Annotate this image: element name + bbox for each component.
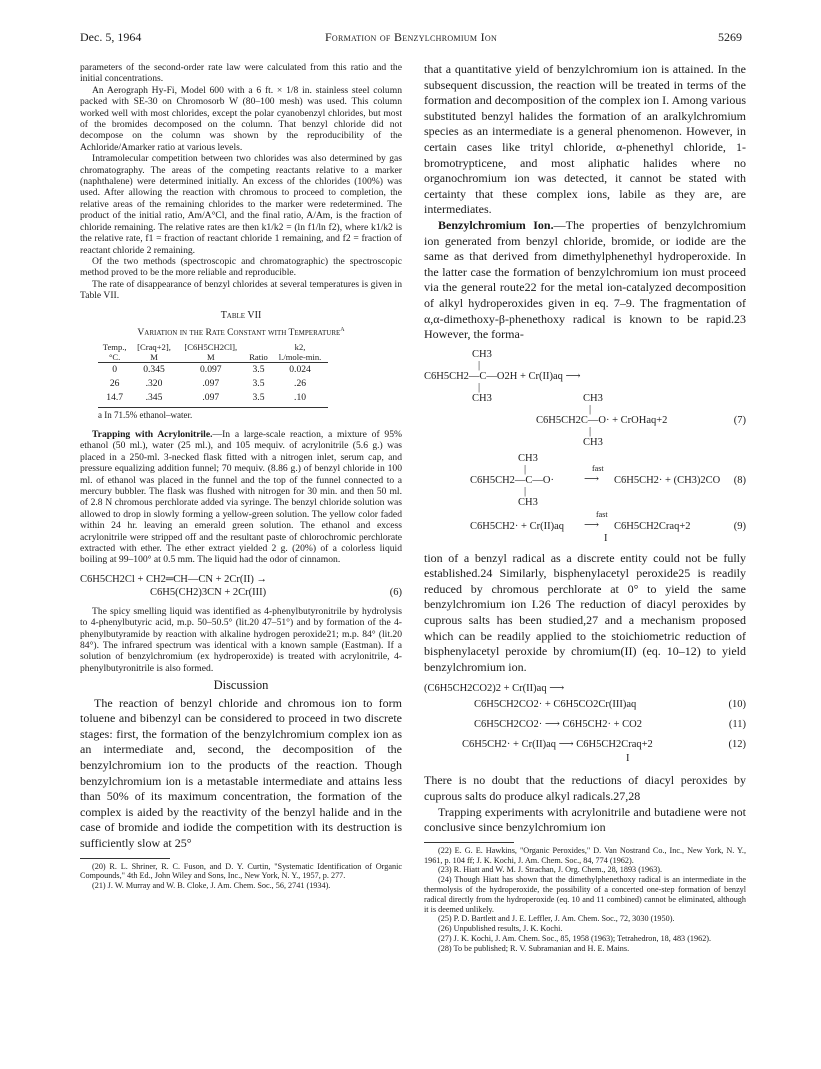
eq7-number: (7) — [733, 414, 746, 426]
table-row — [98, 391, 328, 405]
footnote: (21) J. W. Murray and W. B. Cloke, J. Am. Chem. Soc., 56, 2741 (1934). — [92, 881, 331, 891]
benzylchromium-heading: Benzylchromium Ion. — [438, 217, 554, 232]
table-cell: 0.097 — [200, 363, 222, 375]
table-cell: 3.5 — [252, 391, 265, 403]
footnote: (23) R. Hiatt and W. M. J. Strachan, J. Org. Chem., 28, 1893 (1963). — [438, 865, 663, 875]
paragraph: Intramolecular competition between two chlorides was also determined by gas chromatography. The areas of the competing reactants relative to a marker (naphthalene) were determined initially. An excess of the chlorides (100%) was used. After allowing the reaction with chromous to proceed to completion, the relative areas of the remaining chlorides to the marker were redetermined. The product of the initial ratio, Am/A°Cl, and the final ratio, A/Am, is the fraction of chloride remaining. The relative rates are then k1/k2 = (ln f1/ln f2), where k1/k2 is the relative rate, f1 = fraction of reactant chloride 1 remaining, and f2 = fraction of reactant chloride 2 remaining. — [80, 153, 402, 256]
reaction-scheme-10-12 — [424, 681, 746, 767]
col-header-k2: k2, l./mole-min. — [272, 342, 328, 363]
paragraph: There is no doubt that the reductions of diacyl peroxides by cuprous salts do produce alkyl radicals.27,28 — [424, 773, 746, 804]
reaction-7-left: C6H5CH2—C—O2H + Cr(II)aq ⟶ — [424, 370, 581, 382]
bond-mark: | — [524, 463, 527, 475]
trapping-text: —In a large-scale reaction, a mixture of 95% ethanol (50 ml.), water (25 ml.), and 105 mequiv. of acrylonitrile (5.6 g.) was placed in a 250-ml. 3-necked flask fitted with a nitrogen inlet, serum cap, and pressure equalizing addition funnel; 70 mequiv. (8.86 g.) of benzyl chloride in 100 ml. of ethanol was placed in the funnel and the top of the funnel connected to a mercury bubbler. The flask was flushed with nitrogen for 30 min. and then 50 ml. of 2.8 N chromous perchlorate added via syringe. The benzyl chloride solution was allowed to drop in slowly forming a yellow-green solution. The yellow color faded within 24 hr. leaving an emerald green solution. The ethanol and excess acrylonitrile were stripped off and the resultant paste of chlorochromic perchlorate extracted with ether. The ether extract yielded 2 g. (20%) of a colorless liquid boiling at 99–100° at 0.5 mm. The liquid had the odor of cinnamon. — [80, 428, 403, 566]
bond-mark: | — [478, 359, 481, 371]
bond-mark: | — [589, 425, 592, 437]
trapping-paragraph — [80, 429, 402, 566]
col-header-benzyl: [C6H5CH2Cl], M — [177, 342, 245, 363]
bond-mark: | — [589, 403, 592, 415]
reaction-8-right: C6H5CH2· + (CH3)2CO — [614, 474, 721, 486]
paragraph: The spicy smelling liquid was identified as 4-phenylbutyronitrile by hydrolysis to 4-phenylbutyric acid, m.p. 50–50.5° (lit.20 47–51°) and by formation of the 4-phenylbutyramide by reaction with alkaline hydrogen peroxide21; m.p. 84° (lit.20 84°). The infrared spectrum was identical with a known sample (Eastman). If a solution of benzylchromium (ex hydroperoxide) is treated with acrylonitrile, 4-phenylbutyronitrile is also formed. — [80, 605, 402, 674]
paragraph: The rate of disappearance of benzyl chlorides at several temperatures is given in Table VII. — [80, 278, 402, 302]
table-cell: .097 — [202, 391, 220, 403]
table-cell: .097 — [202, 377, 220, 389]
reaction-9-right: C6H5CH2Craq+2 — [614, 520, 691, 532]
paragraph: Trapping experiments with acrylonitrile and butadiene were not conclusive since benzylchromium ion — [424, 804, 746, 835]
eq10-number: (10) — [728, 699, 746, 711]
complex-label-I: I — [604, 532, 608, 544]
paragraph: parameters of the second-order rate law were calculated from this ratio and the initial concentrations. — [80, 62, 402, 85]
reaction-12: C6H5CH2· + Cr(II)aq ⟶ C6H5CH2Craq+2 — [462, 739, 653, 751]
benzylchromium-paragraph — [424, 218, 746, 343]
table-title-mark: a — [340, 323, 345, 333]
table-cell: 14.7 — [106, 391, 124, 403]
page-header — [80, 30, 742, 48]
table-cell: 26 — [109, 377, 120, 389]
bond-mark: | — [478, 381, 481, 393]
bond-mark: | — [524, 485, 527, 497]
footnote: (22) E. G. E. Hawkins, "Organic Peroxides," D. Van Nostrand Co., Inc., New York, N. Y., 1961, p. 104 ff; J. K. Kochi, J. Am. Chem. Soc., 84, 774 (1962). — [424, 845, 746, 865]
col-header-temp: Temp., °C. — [98, 342, 131, 363]
table-header-row — [98, 342, 328, 363]
reaction-scheme-7-9 — [424, 347, 746, 545]
methyl-label: CH3 — [472, 348, 492, 360]
paragraph: tion of a benzyl radical as a discrete entity could not be fully established.24 Similarly, bisphenylacetyl peroxide25 is readily reduced by chromous perchlorate at 0° to yield the same benzylchromium ion I.26 The reduction of diacyl peroxides by cuprous salts has been studied,27 and a mechanism proposed which can be readily applied to the stoichiometric reduction of bisphenylacetyl peroxide by chromium(II) (eq. 10–12) to yield benzylchromium ion. — [424, 550, 746, 674]
table-cell: 3.5 — [252, 363, 265, 375]
header-title: Formation of Benzylchromium Ion — [324, 30, 498, 44]
right-column — [424, 62, 746, 954]
table-cell: 0.024 — [289, 363, 311, 375]
table-title: Variation in the Rate Constant with Temperature$^a$ — [137, 323, 345, 339]
footnote: (27) J. K. Kochi, J. Am. Chem. Soc., 85, 1958 (1963); Tetrahedron, 18, 483 (1962). — [438, 933, 712, 943]
reaction-8-left: C6H5CH2—C—O· — [470, 474, 555, 486]
reaction-9-left: C6H5CH2· + Cr(II)aq — [470, 520, 564, 532]
eq6-line1: C6H5CH2Cl + CH2═CH—CN + 2Cr(II) → — [80, 573, 267, 585]
rate-table — [98, 342, 328, 405]
header-page-number: 5269 — [718, 30, 742, 44]
table-cell: 0 — [112, 363, 118, 375]
equation-6 — [80, 572, 402, 600]
trapping-heading: Trapping with Acrylonitrile. — [92, 428, 213, 440]
fast-label: fast — [592, 463, 604, 473]
eq12-number: (12) — [728, 739, 746, 751]
footnote: (24) Though Hiatt has shown that the dimethylphenethoxy radical is an intermediate in the thermolysis of the hydroperoxide, the possibility of a concerted one-step formation of benzyl radical directly from the hydroperoxide (eq. 10 and 11 combined) cannot be eliminated, although it is deemed unlikely. — [424, 875, 746, 914]
fast-label: fast — [596, 509, 608, 519]
col-header-ratio: Ratio — [245, 342, 272, 363]
arrow: ⟶ — [584, 473, 600, 485]
eq8-number: (8) — [733, 474, 746, 486]
col-header-cr: [Craq+2], M — [131, 342, 176, 363]
table-row — [98, 362, 328, 377]
benzylchromium-text: —The properties of benzylchromium ion generated from benzyl chloride, bromide, or iodide are the same as that derived from dimethylphenethyl hydroperoxide. In the latter case the formation of benzylchromium ion must proceed via the general route22 for the metal ion-catalyzed decomposition of alkyl hydroperoxides given in eq. 7–9. The fragmentation of α,α-dimethoxy-β-phenethoxy radical is known to be rapid.23 However, the forma- — [424, 217, 746, 342]
footnote-rule — [424, 842, 514, 843]
methyl-label: CH3 — [518, 452, 538, 464]
reaction-10-left: (C6H5CH2CO2)2 + Cr(II)aq ⟶ — [424, 683, 565, 695]
table-cell: .10 — [294, 391, 307, 403]
table-cell: 0.345 — [143, 363, 165, 375]
eq9-number: (9) — [733, 520, 746, 532]
methyl-label: CH3 — [472, 392, 492, 404]
footnote: (25) P. D. Bartlett and J. E. Leffler, J. Am. Chem. Soc., 72, 3030 (1950). — [438, 914, 675, 924]
table-footnote: a In 71.5% ethanol–water. — [98, 407, 328, 421]
table-cell: .345 — [145, 391, 163, 403]
methyl-label: CH3 — [583, 392, 603, 404]
paragraph: that a quantitative yield of benzylchromium ion is attained. In the subsequent discussion, the reaction will be treated in terms of the formation and decomposition of the complex ion I. Among various substituted benzyl halides the formation of an aralkylchromium species as an intermediate is a general phenomenon. However, in certain cases like trityl chloride, α-phenethyl chloride, 1-bromotrypticene, and most aliphatic halides where no organochromium ion was detected, it cannot be stated with certainty that these complex ions, labile as they are, are intermediates. — [424, 62, 746, 217]
footnote-rule — [80, 858, 170, 859]
discussion-heading: Discussion — [213, 678, 269, 693]
table-row — [98, 377, 328, 391]
paragraph: An Aerograph Hy-Fi, Model 600 with a 6 ft. × 1/8 in. stainless steel column packed with SE-30 on Chromosorb W (80–100 mesh) was used. This column worked well with most chlorides, except the polar cyanobenzyl chlorides, but most of the bromides decomposed on the column. That benzyl chloride did not decompose on the column was shown by the reproducibility of the Achloride/Amarker ratio at various levels. — [80, 84, 402, 153]
reaction-7-right: C6H5CH2C—O· + CrOHaq+2 — [536, 414, 668, 426]
reaction-10-right: C6H5CH2CO2· + C6H5CO2Cr(III)aq — [474, 699, 637, 711]
arrow: ⟶ — [584, 519, 600, 531]
table-cell: .26 — [294, 377, 307, 389]
complex-label-I: I — [626, 753, 630, 765]
eq6-line2: C6H5(CH2)3CN + 2Cr(III) — [150, 586, 267, 598]
footnote: (26) Unpublished results, J. K. Kochi. — [438, 924, 563, 934]
footnote: (20) R. L. Shriner, R. C. Fuson, and D. Y. Curtin, "Systematic Identification of Organic Compounds," 4th Ed., John Wiley and Sons, Inc., New York, N. Y., 1957, p. 277. — [80, 861, 402, 881]
paragraph: Of the two methods (spectroscopic and chromatographic) the spectroscopic method proved to be the more reliable and reproducible. — [80, 255, 402, 279]
eq6-number: (6) — [389, 586, 402, 598]
reaction-11: C6H5CH2CO2· ⟶ C6H5CH2· + CO2 — [474, 719, 642, 731]
table-cell: .320 — [145, 377, 163, 389]
left-column — [80, 62, 402, 891]
header-date: Dec. 5, 1964 — [80, 30, 142, 44]
methyl-label: CH3 — [583, 436, 603, 448]
table-cell: 3.5 — [252, 377, 265, 389]
methyl-label: CH3 — [518, 496, 538, 508]
table-caption: Table VII — [220, 309, 262, 321]
footnote: (28) To be published; R. V. Subramanian and H. E. Mains. — [438, 943, 630, 953]
discussion-paragraph: The reaction of benzyl chloride and chromous ion to form toluene and bibenzyl can be considered to proceed in two discrete stages: first, the formation of the benzylchromium complex ion as an intermediate and, second, the decomposition of the benzylchromium ion to the products of the reaction. Though benzylchromium ion is a metastable intermediate and attains less than 50% of its maximum concentration, the formation of the complex is aided by the reactivity of the benzyl halide and in the case of bromide and iodide the competition with its destruction is sufficiently slow at 25° — [80, 695, 402, 850]
eq11-number: (11) — [728, 719, 746, 731]
